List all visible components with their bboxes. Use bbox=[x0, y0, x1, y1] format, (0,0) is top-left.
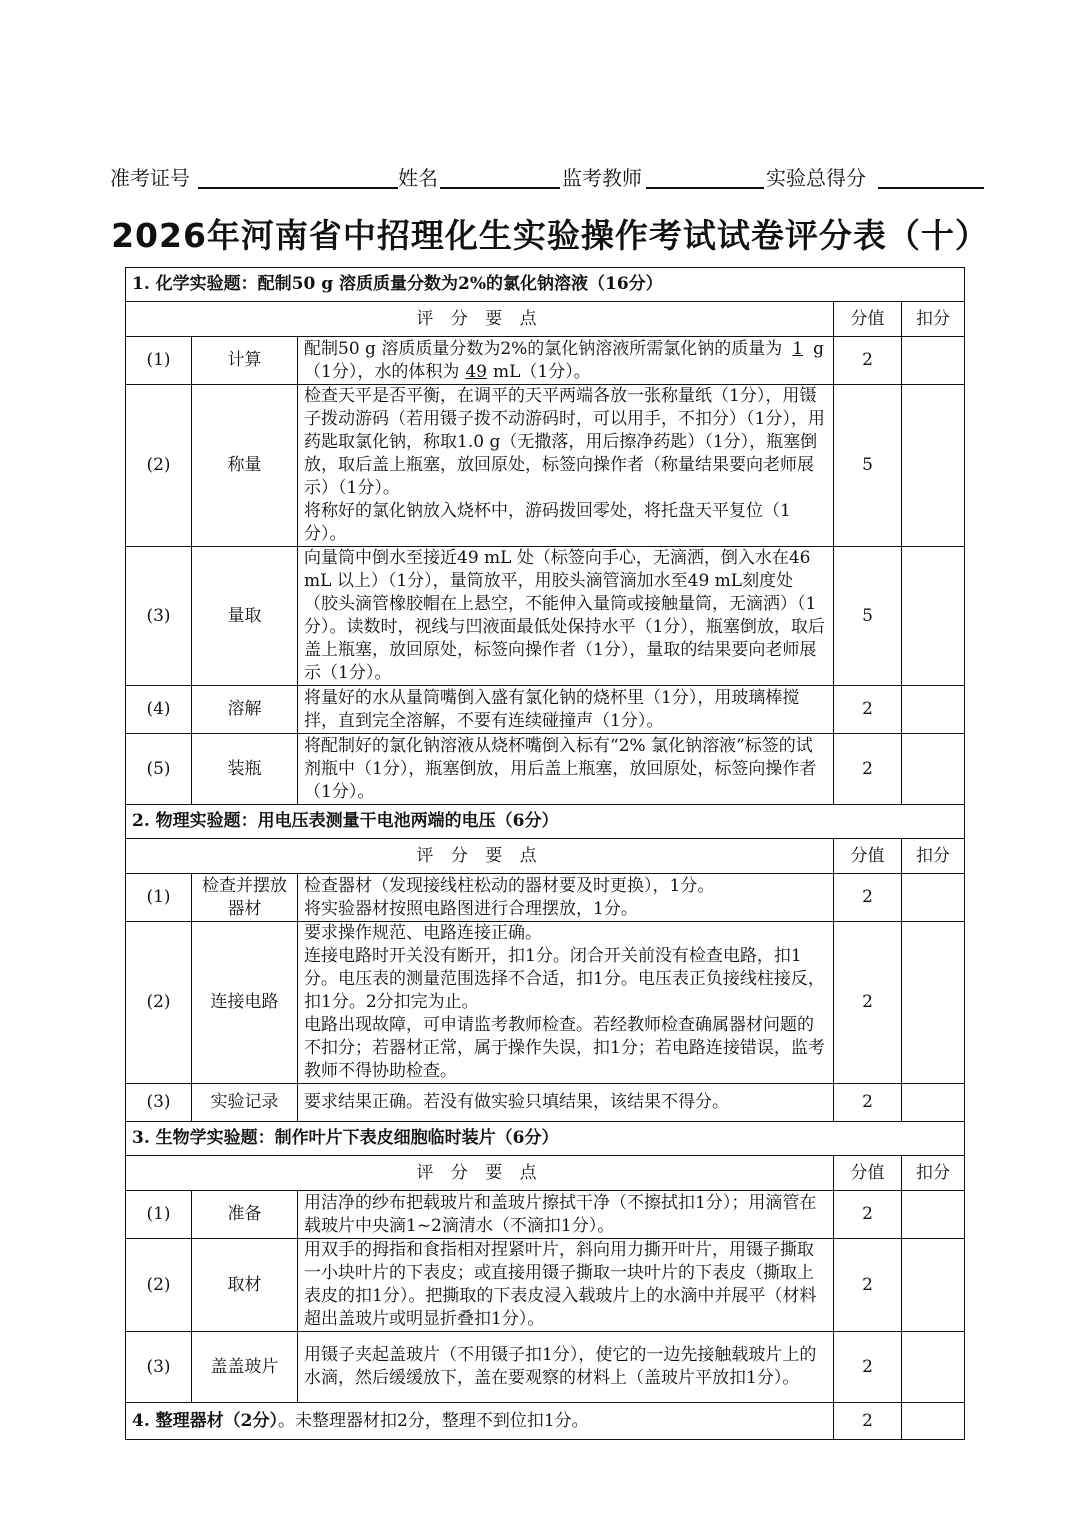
item-criteria bbox=[298, 385, 834, 547]
item-number: (1) bbox=[126, 337, 192, 385]
criteria-text: 连接电路时开关没有断开，扣1分。闭合开关前没有检查电路，扣1分。电压表的测量范围选择不合适，扣1分。电压表正负接线柱接反，扣1分。2分扣完为止。 bbox=[304, 946, 825, 1012]
name-field[interactable] bbox=[440, 187, 560, 189]
item-score: 2 bbox=[834, 1239, 902, 1332]
header-score: 分值 bbox=[834, 302, 902, 337]
deduct-cell[interactable] bbox=[902, 1403, 965, 1440]
answer-blank-volume: 49 bbox=[465, 361, 487, 382]
item-criteria bbox=[298, 874, 834, 922]
table-row bbox=[126, 1239, 965, 1332]
item-criteria: 要求结果正确。若没有做实验只填结果，该结果不得分。 bbox=[298, 1084, 834, 1122]
deduct-cell[interactable] bbox=[902, 874, 965, 922]
item-score: 2 bbox=[834, 1403, 902, 1440]
table-header-row bbox=[126, 302, 965, 337]
table-row bbox=[126, 1084, 965, 1122]
item-criteria: 将配制好的氯化钠溶液从烧杯嘴倒入标有“2% 氯化钠溶液”标签的试剂瓶中（1分），瓶塞倒放，用后盖上瓶塞，放回原处，标签向操作者（1分）。 bbox=[298, 734, 834, 805]
deduct-cell[interactable] bbox=[902, 1332, 965, 1403]
item-criteria: 用双手的拇指和食指相对捏紧叶片，斜向用力撕开叶片，用镊子撕取一小块叶片的下表皮；或直接用镊子撕取一块叶片的下表皮（撕取上表皮的扣1分）。把撕取的下表皮浸入载玻片上的水滴中并展平（材料超出盖玻片或明显折叠扣1分）。 bbox=[298, 1239, 834, 1332]
item-name: 量取 bbox=[192, 547, 298, 686]
header-deduct: 扣分 bbox=[902, 302, 965, 337]
total-score-label: 实验总得分 bbox=[766, 166, 866, 190]
deduct-cell[interactable] bbox=[902, 1084, 965, 1122]
proctor-label: 监考教师 bbox=[562, 166, 642, 190]
item-number: (4) bbox=[126, 686, 192, 734]
item-score: 5 bbox=[834, 547, 902, 686]
table-header-row bbox=[126, 1156, 965, 1191]
item-score: 2 bbox=[834, 1191, 902, 1239]
deduct-cell[interactable] bbox=[902, 734, 965, 805]
section-row-physics bbox=[126, 805, 965, 839]
deduct-cell[interactable] bbox=[902, 1191, 965, 1239]
header-points: 评 分 要 点 bbox=[126, 1156, 834, 1191]
item-criteria: 将量好的水从量筒嘴倒入盛有氯化钠的烧杯里（1分），用玻璃棒搅拌，直到完全溶解，不要有连续碰撞声（1分）。 bbox=[298, 686, 834, 734]
deduct-cell[interactable] bbox=[902, 1239, 965, 1332]
section-title-physics: 2. 物理实验题：用电压表测量干电池两端的电压（6分） bbox=[126, 805, 965, 839]
item-name: 装瓶 bbox=[192, 734, 298, 805]
header-points: 评 分 要 点 bbox=[126, 839, 834, 874]
item-number: (1) bbox=[126, 874, 192, 922]
item-name: 计算 bbox=[192, 337, 298, 385]
header-points: 评 分 要 点 bbox=[126, 302, 834, 337]
item-number: (5) bbox=[126, 734, 192, 805]
item-criteria: 向量筒中倒水至接近49 mL 处（标签向手心，无滴洒，倒入水在46 mL 以上）（1分），量筒放平，用胶头滴管滴加水至49 mL刻度处（胶头滴管橡胶帽在上悬空，不能伸入量筒或接触量筒，无滴洒）（1分）。读数时，视线与凹液面最低处保持水平（1分），瓶塞倒放，取后盖上瓶塞，放回原处，标签向操作者（1分），量取的结果要向老师展示（1分）。 bbox=[298, 547, 834, 686]
criteria-text: mL（1分）。 bbox=[492, 361, 591, 382]
criteria-text: 检查天平是否平衡，在调平的天平两端各放一张称量纸（1分），用镊子拨动游码（若用镊子拨不动游码时，可以用手，不扣分）（1分），用药匙取氯化钠，称取1.0 g（无撒落，用后擦净药匙）（1分），瓶塞倒放，取后盖上瓶塞，放回原处，标签向操作者（称量结果要向老师展示）（1分）。 bbox=[304, 386, 825, 498]
scoring-table bbox=[125, 267, 965, 1440]
item-number: (2) bbox=[126, 1239, 192, 1332]
answer-blank-mass: 1 bbox=[792, 338, 804, 359]
header-score: 分值 bbox=[834, 1156, 902, 1191]
criteria-text: 检查器材（发现接线柱松动的器材要及时更换），1分。 bbox=[304, 875, 715, 896]
table-row bbox=[126, 1332, 965, 1403]
item-score: 2 bbox=[834, 337, 902, 385]
criteria-text: 将实验器材按照电路图进行合理摆放，1分。 bbox=[304, 898, 638, 919]
criteria-text: g（1分），水的体积为 bbox=[304, 338, 825, 382]
deduct-cell[interactable] bbox=[902, 337, 965, 385]
item-name: 盖盖玻片 bbox=[192, 1332, 298, 1403]
item-score: 5 bbox=[834, 385, 902, 547]
table-row bbox=[126, 874, 965, 922]
item-criteria: 用洁净的纱布把载玻片和盖玻片擦拭干净（不擦拭扣1分）；用滴管在载玻片中央滴1~2滴清水（不滴扣1分）。 bbox=[298, 1191, 834, 1239]
item-criteria bbox=[298, 922, 834, 1084]
item-number: (3) bbox=[126, 1332, 192, 1403]
deduct-cell[interactable] bbox=[902, 385, 965, 547]
deduct-cell[interactable] bbox=[902, 922, 965, 1084]
section-title-biology: 3. 生物学实验题：制作叶片下表皮细胞临时装片（6分） bbox=[126, 1122, 965, 1156]
proctor-field[interactable] bbox=[646, 187, 764, 189]
table-row bbox=[126, 385, 965, 547]
item-name: 连接电路 bbox=[192, 922, 298, 1084]
table-header-row bbox=[126, 839, 965, 874]
total-score-field[interactable] bbox=[878, 187, 984, 189]
item-number: (3) bbox=[126, 1084, 192, 1122]
item-name: 实验记录 bbox=[192, 1084, 298, 1122]
item-name: 准备 bbox=[192, 1191, 298, 1239]
item-score: 2 bbox=[834, 874, 902, 922]
item-criteria bbox=[298, 337, 834, 385]
item-score: 2 bbox=[834, 1332, 902, 1403]
header-deduct: 扣分 bbox=[902, 1156, 965, 1191]
table-row bbox=[126, 547, 965, 686]
item-score: 2 bbox=[834, 922, 902, 1084]
table-row bbox=[126, 337, 965, 385]
criteria-text: 将称好的氯化钠放入烧杯中，游码拨回零处，将托盘天平复位（1分）。 bbox=[304, 501, 791, 544]
item-name: 检查并摆放器材 bbox=[192, 874, 298, 922]
item-name: 取材 bbox=[192, 1239, 298, 1332]
item-score: 2 bbox=[834, 686, 902, 734]
table-row bbox=[126, 1191, 965, 1239]
table-row bbox=[126, 922, 965, 1084]
criteria-text: 配制50 g 溶质质量分数为2%的氯化钠溶液所需氯化钠的质量为 bbox=[304, 338, 783, 359]
table-row bbox=[126, 734, 965, 805]
item-score: 2 bbox=[834, 1084, 902, 1122]
name-label: 姓名 bbox=[398, 166, 438, 190]
exam-info-header bbox=[110, 162, 990, 192]
section-row-biology bbox=[126, 1122, 965, 1156]
item-name: 称量 bbox=[192, 385, 298, 547]
item-number: (2) bbox=[126, 922, 192, 1084]
ticket-number-field[interactable] bbox=[198, 187, 398, 189]
ticket-number-label: 准考证号 bbox=[110, 166, 190, 190]
section-row-cleanup bbox=[126, 1403, 965, 1440]
deduct-cell[interactable] bbox=[902, 686, 965, 734]
deduct-cell[interactable] bbox=[902, 547, 965, 686]
item-number: (3) bbox=[126, 547, 192, 686]
item-criteria: 用镊子夹起盖玻片（不用镊子扣1分），使它的一边先接触载玻片上的水滴，然后缓缓放下，盖在要观察的材料上（盖玻片平放扣1分）。 bbox=[298, 1332, 834, 1403]
item-name: 溶解 bbox=[192, 686, 298, 734]
header-deduct: 扣分 bbox=[902, 839, 965, 874]
table-row bbox=[126, 686, 965, 734]
item-number: (2) bbox=[126, 385, 192, 547]
header-score: 分值 bbox=[834, 839, 902, 874]
cleanup-text: 。未整理器材扣2分，整理不到位扣1分。 bbox=[278, 1410, 589, 1431]
item-number: (1) bbox=[126, 1191, 192, 1239]
section-row-chemistry bbox=[126, 268, 965, 302]
criteria-text: 要求操作规范、电路连接正确。 bbox=[304, 923, 542, 943]
page-title: 2026年河南省中招理化生实验操作考试试卷评分表（十） bbox=[111, 216, 989, 255]
section-title-cleanup: 4. 整理器材（2分） bbox=[132, 1410, 278, 1431]
criteria-text: 电路出现故障，可申请监考教师检查。若经教师检查确属器材问题的不扣分；若器材正常，属于操作失误，扣1分；若电路连接错误，监考教师不得协助检查。 bbox=[304, 1015, 825, 1081]
section-title-chemistry: 1. 化学实验题：配制50 g 溶质质量分数为2%的氯化钠溶液（16分） bbox=[126, 268, 965, 302]
item-score: 2 bbox=[834, 734, 902, 805]
cleanup-criteria bbox=[126, 1403, 834, 1440]
